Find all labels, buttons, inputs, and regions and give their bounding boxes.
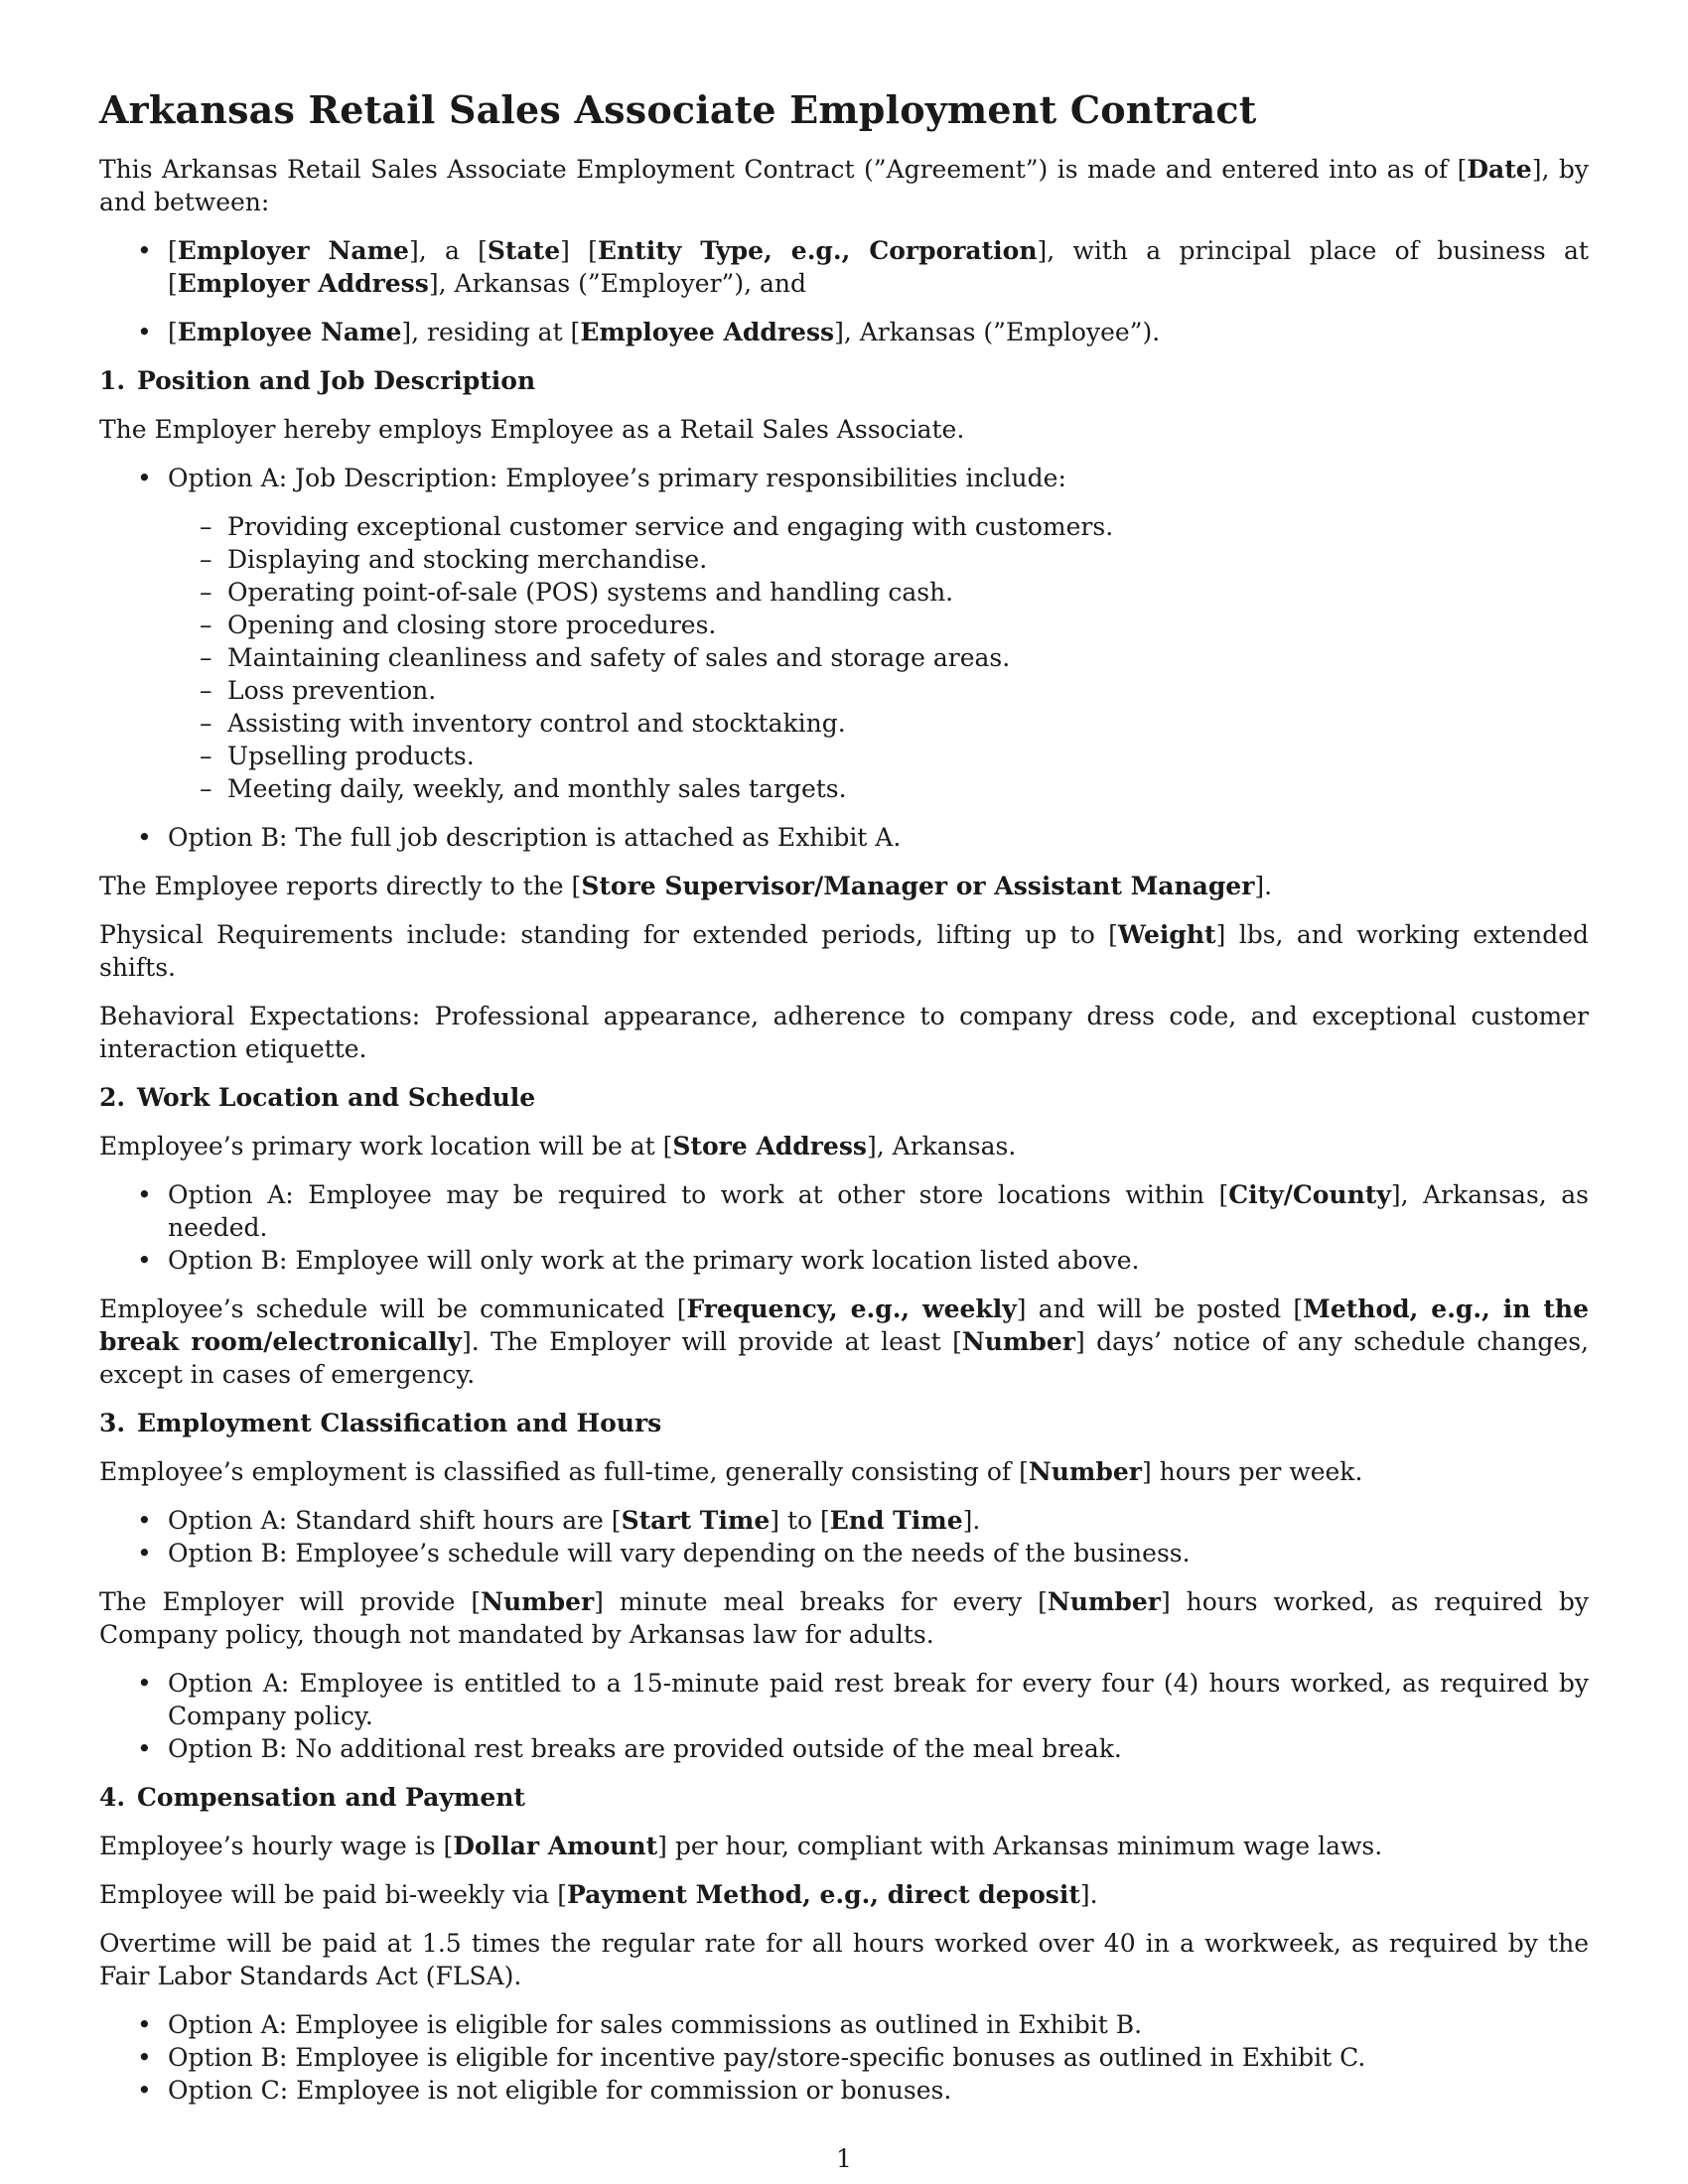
date-field: Date [1467,155,1532,184]
s3-option-b: • Option B: Employee’s schedule will vary depending on the needs of the business. [99,1537,1589,1570]
section-4-heading: 4. Compensation and Payment [99,1783,525,1812]
s4-option-a: • Option A: Employee is eligible for sales commissions as outlined in Exhibit B. [99,2008,1589,2041]
s2-options [99,1178,1589,1277]
duty-item: – Assisting with inventory control and stocktaking. [168,707,1589,740]
s3-rest-option-a: • Option A: Employee is entitled to a 15-minute paid rest break for every four (4) hours worked, as required by Company policy. [99,1667,1589,1732]
duty-item: – Upselling products. [168,740,1589,772]
s4-payment: Employee will be paid bi-weekly via [Payment Method, e.g., direct deposit]. [99,1880,1098,1909]
document-title: Arkansas Retail Sales Associate Employment Contract [99,87,1257,132]
duties-list [168,510,1589,805]
s1-intro: The Employer hereby employs Employee as a Retail Sales Associate. [99,415,965,444]
s3-shift-options [99,1504,1589,1570]
duty-item: – Maintaining cleanliness and safety of sales and storage areas. [168,641,1589,674]
duty-item: – Operating point-of-sale (POS) systems and handling cash. [168,576,1589,609]
s1-option-b: • Option B: The full job description is attached as Exhibit A. [99,821,1589,854]
parties-list [99,234,1589,348]
document-page [99,87,1589,2122]
s4-options [99,2008,1589,2107]
s2-option-a: • Option A: Employee may be required to work at other store locations within [City/County], Arkansas, as needed. [99,1178,1589,1244]
duty-item: – Displaying and stocking merchandise. [168,543,1589,576]
s3-meal-breaks: The Employer will provide [Number] minute meal breaks for every [Number] hours worked, as required by Company policy, though not mandated by Arkansas law for adults. [99,1587,1589,1649]
s2-location: Employee’s primary work location will be at [Store Address], Arkansas. [99,1132,1017,1160]
s3-rest-option-b: • Option B: No additional rest breaks are provided outside of the meal break. [99,1732,1589,1765]
s2-schedule: Employee’s schedule will be communicated [Frequency, e.g., weekly] and will be posted [Method, e.g., in the break room/electronically]. The Employer will provide at least [Number] days’ notice of any schedule changes, except in cases of emergency. [99,1295,1589,1389]
s4-overtime: Overtime will be paid at 1.5 times the regular rate for all hours worked over 40 in a workweek, as required by the Fair Labor Standards Act (FLSA). [99,1929,1589,1990]
page-number: 1 [836,2144,852,2173]
s4-option-b: • Option B: Employee is eligible for incentive pay/store-specific bonuses as outlined in Exhibit C. [99,2041,1589,2074]
s1-reports: The Employee reports directly to the [Store Supervisor/Manager or Assistant Manager]. [99,872,1273,900]
duty-item: – Loss prevention. [168,674,1589,707]
s1-option-a: • Option A: Job Description: Employee’s primary responsibilities include: – Providing exceptional customer service and engaging with customers. – Displaying and stocking merchandise. – Operating point-of-sale (POS) systems and handling cash. – Opening and closing store procedures. – Maintaining cleanliness and safety of sales and storage areas. – Loss prevention. – Assisting with inventory control and stocktaking. – Upselling products. – Meeting daily, weekly, and monthly sales targets. [99,462,1589,805]
duty-item: – Opening and closing store procedures. [168,609,1589,641]
s4-option-c: • Option C: Employee is not eligible for commission or bonuses. [99,2074,1589,2107]
s3-option-a: • Option A: Standard shift hours are [Start Time] to [End Time]. [99,1504,1589,1537]
section-1-heading: 1. Position and Job Description [99,366,536,395]
section-2-heading: 2. Work Location and Schedule [99,1083,536,1112]
s2-option-b: • Option B: Employee will only work at the primary work location listed above. [99,1244,1589,1277]
s3-classification: Employee’s employment is classified as full-time, generally consisting of [Number] hours per week. [99,1457,1363,1486]
s1-physical: Physical Requirements include: standing for extended periods, lifting up to [Weight] lbs, and working extended shifts. [99,920,1589,982]
party-employee: • [Employee Name], residing at [Employee Address], Arkansas (”Employee”). [99,316,1589,348]
s1-options [99,462,1589,854]
s4-wage: Employee’s hourly wage is [Dollar Amount] per hour, compliant with Arkansas minimum wage laws. [99,1832,1383,1860]
s3-rest-options [99,1667,1589,1765]
party-employer: • [Employer Name], a [State] [Entity Type, e.g., Corporation], with a principal place of business at [Employer Address], Arkansas (”Employer”), and [99,234,1589,300]
duty-item: – Meeting daily, weekly, and monthly sales targets. [168,772,1589,805]
duty-item: – Providing exceptional customer service and engaging with customers. [168,510,1589,543]
s1-behavior: Behavioral Expectations: Professional appearance, adherence to company dress code, and exceptional customer interaction etiquette. [99,1002,1589,1063]
intro-paragraph: This Arkansas Retail Sales Associate Employment Contract (”Agreement”) is made and entered into as of [Date], by and between: [99,155,1589,216]
section-3-heading: 3. Employment Classification and Hours [99,1409,662,1437]
